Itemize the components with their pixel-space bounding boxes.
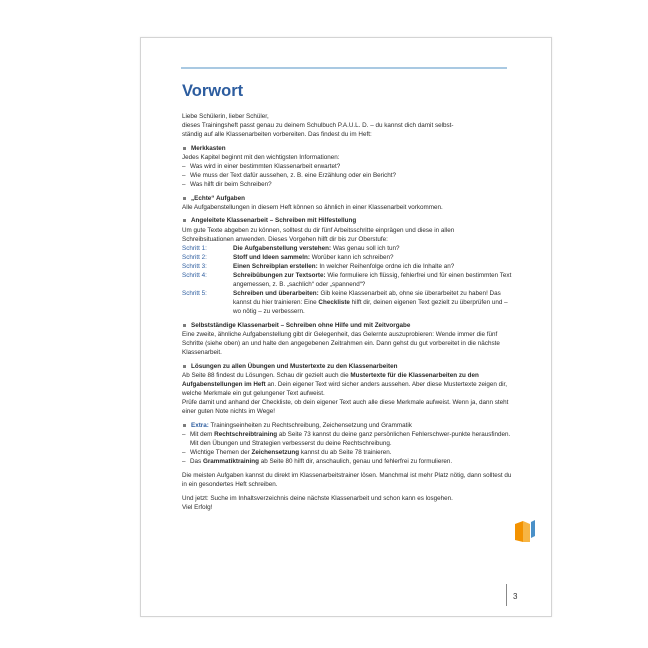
section-selbststaendige [182, 321, 514, 330]
step-row: Schritt 4: Schreibübungen zur Textsorte: Wie formuliere ich flüssig, fehlerfrei und für einen bestimmten Text angemessen, z. B. „sachlich“ oder „spannend“? [182, 272, 512, 289]
list-item: – Wie muss der Text dafür aussehen, z. B. eine Erzählung oder ein Bericht? [182, 172, 397, 180]
extra-label: Extra: [191, 421, 209, 429]
bullet-icon [183, 197, 186, 200]
step-row: Schritt 5: Schreiben und überarbeiten: Gib keine Klassenarbeit ab, ohne sie überarbeitet zu haben! Das kannst du hier trainieren: Eine Checkliste hilft dir, deinen eigenen Text gezielt zu überprüfen und – wo nötig – zu verbessern. [182, 290, 508, 316]
step-row: Schritt 1: Die Aufgabenstellung verstehen: Was genau soll ich tun? [182, 244, 400, 252]
section-text: Ab Seite 88 findest du Lösungen. Schau dir gezielt auch die Mustertexte für die Klassenarbeiten zu den Aufgabenstellungen im Heft an. Dein eigener Text wird sicher anders aussehen. Aber diese Mustertexte zeigen dir, welche Merkmale ein gut gelungener Text aufweist. [182, 371, 508, 398]
section-merkkasten [182, 144, 514, 153]
section-text: Jedes Kapitel beginnt mit den wichtigsten Informationen: [182, 153, 340, 161]
section-title: „Echte“ Aufgaben [191, 194, 245, 202]
list-item: – Wichtige Themen der Zeichensetzung kannst du ab Seite 78 trainieren. [182, 449, 392, 457]
section-title: Trainingseinheiten zu Rechtschreibung, Zeichensetzung und Grammatik [208, 421, 412, 429]
bullet-icon [183, 219, 186, 222]
section-text: Alle Aufgabenstellungen in diesem Heft können so ähnlich in einer Klassenarbeit vorkommen. [182, 203, 443, 211]
page-number-rule [506, 584, 507, 606]
section-angeleitete [182, 216, 514, 225]
closing-text: Und jetzt: Suche im Inhaltsverzeichnis deine nächste Klassenarbeit und schon kann es losgehen. [182, 494, 453, 502]
section-text: Eine zweite, ähnliche Aufgabenstellung gibt dir Gelegenheit, das Gelernte auszuprobieren: Wende immer die fünf Schritte (siehe oben) an und halte den angegebenen Zeitrahmen ein. Dann gehst du gut vorbereitet in die nächste Klassenarbeit. [182, 331, 500, 357]
intro-greeting: Liebe Schülerin, lieber Schüler, [182, 113, 269, 120]
section-title: Lösungen zu allen Übungen und Mustertexte zu den Klassenarbeiten [191, 362, 398, 370]
bullet-icon [183, 365, 186, 368]
closing-text: Viel Erfolg! [182, 503, 213, 511]
section-title: Merkkasten [191, 144, 226, 152]
section-text: Schreibsituationen anwenden. Dieses Vorgehen hilft dir bis zur Oberstufe: [182, 235, 388, 243]
section-title: Angeleitete Klassenarbeit – Schreiben mit Hilfestellung [191, 217, 357, 225]
section-title: Selbstständige Klassenarbeit – Schreiben ohne Hilfe und mit Zeitvorgabe [191, 321, 411, 329]
page-title: Vorwort [182, 82, 244, 100]
step-row: Schritt 2: Stoff und Ideen sammeln: Worüber kann ich schreiben? [182, 253, 394, 261]
section-echte-aufgaben [182, 194, 514, 203]
step-row: Schritt 3: Einen Schreibplan erstellen: In welcher Reihenfolge ordne ich die Inhalte an? [182, 262, 455, 270]
intro-line: ständig auf alle Klassenarbeiten vorbereiten. Das findest du im Heft: [182, 131, 372, 139]
bullet-icon [183, 324, 186, 327]
section-text: Prüfe damit und anhand der Checkliste, ob dein eigener Text auch alle diese Merkmale aufweist. Wenn ja, dann steht einer guten Note nichts im Wege! [182, 399, 509, 416]
bullet-icon [183, 424, 186, 427]
list-item: – Was hilft dir beim Schreiben? [182, 181, 272, 189]
closing-text: Die meisten Aufgaben kannst du direkt im Klassenarbeitstrainer lösen. Manchmal ist mehr Platz nötig, dann solltest du in ein gesondertes Heft schreiben. [182, 471, 512, 488]
list-item: – Mit dem Rechtschreibtraining ab Seite 73 kannst du deine ganz persönlichen Fehlerschwer-punkte herausfinden. Mit den Übungen und Strategien verbesserst du deine Rechtschreibung. [182, 431, 511, 448]
list-item: – Was wird in einer bestimmten Klassenarbeit erwartet? [182, 162, 341, 170]
section-loesungen [182, 362, 514, 371]
page-content [182, 112, 514, 512]
book-logo-icon [512, 518, 538, 544]
header-rule [181, 67, 507, 69]
list-item: – Das Grammatiktraining ab Seite 80 hilft dir, anschaulich, genau und fehlerfrei zu formulieren. [182, 458, 453, 466]
bullet-icon [183, 147, 186, 150]
section-extra [182, 421, 514, 430]
page-number: 3 [513, 592, 518, 601]
intro-line: dieses Trainingsheft passt genau zu deinem Schulbuch P.A.U.L. D. – du kannst dich damit selbst- [182, 122, 454, 130]
section-text: Um gute Texte abgeben zu können, solltest du dir fünf Arbeitsschritte einprägen und diese in allen [182, 226, 455, 234]
